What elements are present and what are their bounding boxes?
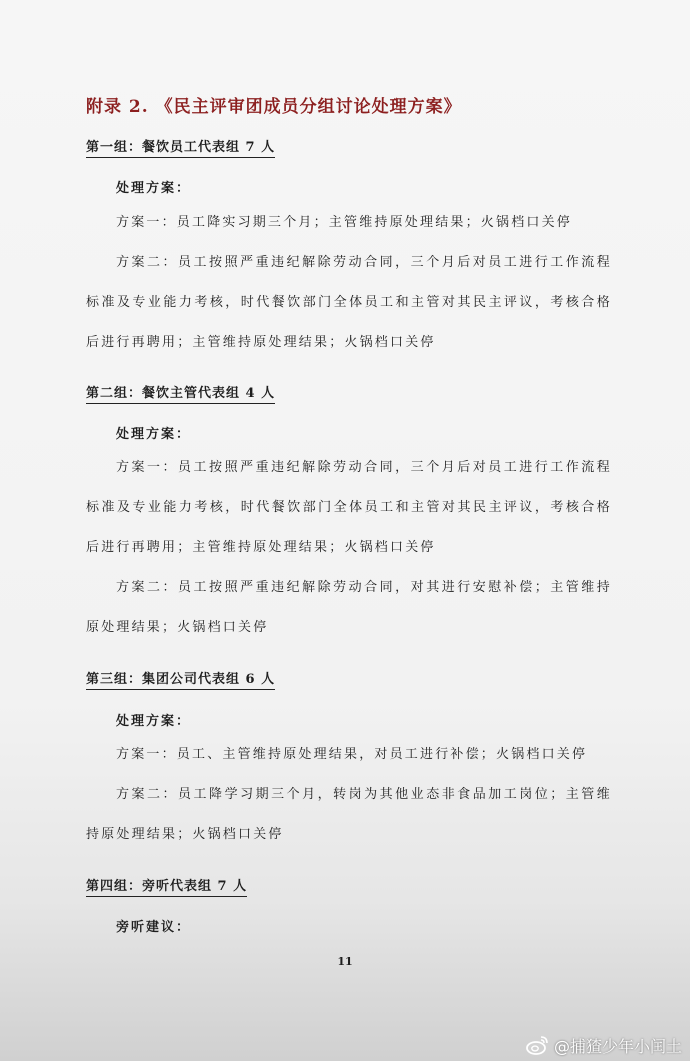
group-3-option-1: 方案一：员工、主管维持原处理结果，对员工进行补偿；火锅档口关停 (116, 747, 588, 762)
group-1-option-2: 方案二：员工按照严重违纪解除劳动合同，三个月后对员工进行工作流程标准及专业能力考核，时代餐饮部门全体员工和主管对其民主评议，考核合格后进行再聘用；主管维持原处理结果；火锅档口关停 (86, 255, 612, 350)
weibo-logo-icon (526, 1034, 550, 1056)
page-number: 11 (337, 955, 353, 968)
group-2-heading: 第二组：餐饮主管代表组 4 人 (86, 382, 646, 401)
weibo-watermark (526, 1032, 682, 1058)
group-3-heading: 第三组：集团公司代表组 6 人 (86, 668, 646, 687)
group-3-option-2: 方案二：员工降学习期三个月，转岗为其他业态非食品加工岗位；主管维持原处理结果；火锅档口关停 (86, 787, 612, 842)
watermark-text: @捕猹少年小闰土 (553, 1036, 682, 1056)
group-4-label: 旁听建议： (116, 920, 192, 935)
group-1-heading: 第一组：餐饮员工代表组 7 人 (86, 136, 646, 155)
group-2-option-2: 方案二：员工按照严重违纪解除劳动合同，对其进行安慰补偿；主管维持原处理结果；火锅档口关停 (86, 580, 612, 635)
group-1-option-1: 方案一：员工降实习期三个月；主管维持原处理结果；火锅档口关停 (116, 215, 573, 230)
group-2-label: 处理方案： (116, 427, 192, 442)
group-2-option-1: 方案一：员工按照严重违纪解除劳动合同，三个月后对员工进行工作流程标准及专业能力考核，时代餐饮部门全体员工和主管对其民主评议，考核合格后进行再聘用；主管维持原处理结果；火锅档口关停 (86, 460, 612, 555)
appendix-title: 附录 2. 《民主评审团成员分组讨论处理方案》 (86, 97, 462, 117)
group-1-label: 处理方案： (116, 181, 192, 196)
group-3-label: 处理方案： (116, 714, 192, 729)
group-4-heading: 第四组：旁听代表组 7 人 (86, 875, 646, 894)
